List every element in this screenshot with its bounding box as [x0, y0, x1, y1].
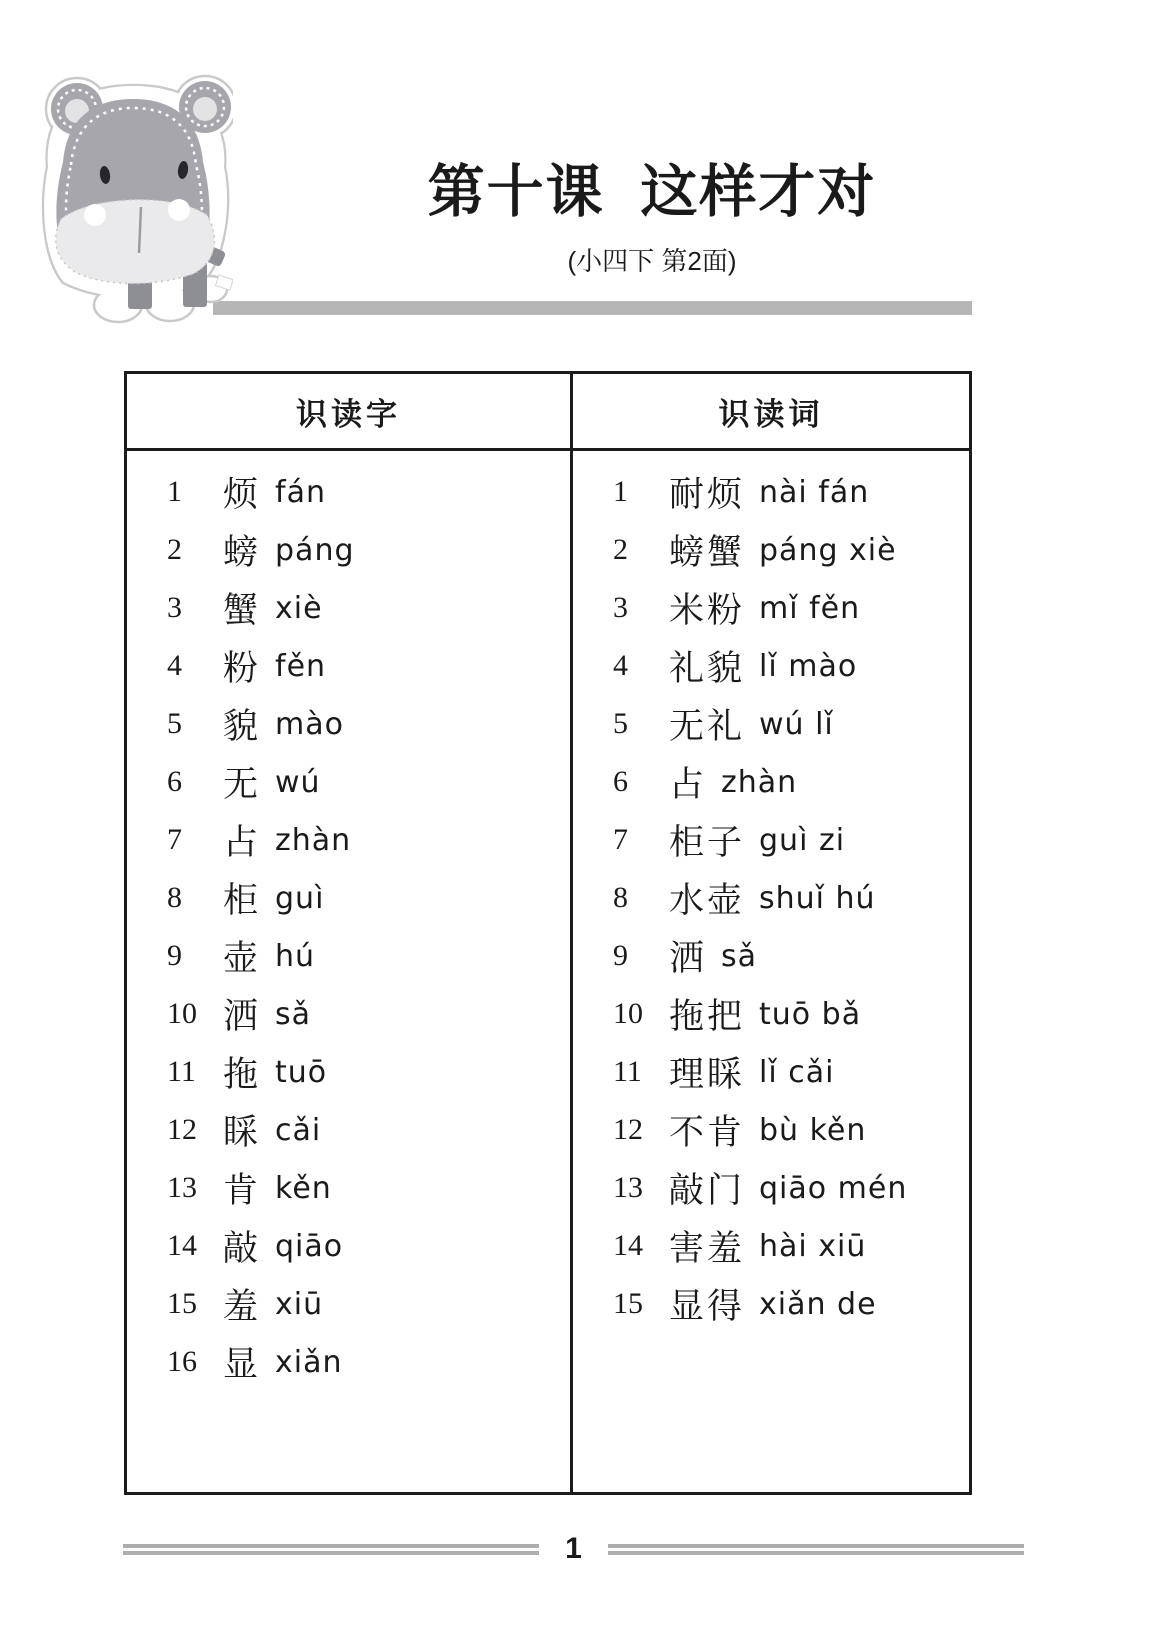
- page-footer: [123, 1532, 1024, 1566]
- table-body: [127, 451, 969, 1492]
- item-number: 8: [613, 881, 628, 914]
- item-pinyin: tuō bǎ: [759, 996, 862, 1032]
- list-item: [573, 1101, 969, 1159]
- item-hanzi: 无礼: [669, 707, 746, 746]
- item-number: 15: [167, 1287, 197, 1320]
- list-item: [127, 1333, 570, 1391]
- footer-rule-right: [608, 1544, 1024, 1555]
- list-item: [127, 1217, 570, 1275]
- item-pinyin: xiū: [275, 1286, 324, 1322]
- item-number: 5: [613, 707, 628, 740]
- item-number: 11: [167, 1055, 196, 1088]
- item-number: 16: [167, 1345, 197, 1378]
- item-hanzi: 敲: [223, 1229, 262, 1268]
- item-number: 1: [613, 475, 628, 508]
- item-hanzi: 螃: [223, 533, 262, 572]
- list-item: [127, 985, 570, 1043]
- item-hanzi: 粉: [223, 649, 262, 688]
- item-pinyin: xiǎn: [275, 1344, 343, 1380]
- item-pinyin: sǎ: [275, 996, 312, 1032]
- item-hanzi: 显得: [669, 1287, 746, 1326]
- item-number: 1: [167, 475, 182, 508]
- item-hanzi: 占: [669, 765, 708, 804]
- item-hanzi: 拖: [223, 1055, 262, 1094]
- item-pinyin: qiāo mén: [759, 1170, 908, 1206]
- item-hanzi: 害羞: [669, 1229, 746, 1268]
- item-number: 3: [167, 591, 182, 624]
- lesson-title: 第十课 这样才对: [427, 160, 877, 224]
- item-hanzi: 占: [223, 823, 262, 862]
- list-item: [127, 753, 570, 811]
- list-item: [127, 1275, 570, 1333]
- item-pinyin: mǐ fěn: [759, 590, 861, 626]
- item-number: 12: [167, 1113, 197, 1146]
- item-pinyin: hú: [275, 938, 316, 974]
- list-item: [127, 1043, 570, 1101]
- list-item: [127, 1159, 570, 1217]
- list-item: [573, 695, 969, 753]
- list-item: [127, 521, 570, 579]
- item-number: 3: [613, 591, 628, 624]
- list-item: [127, 637, 570, 695]
- list-item: [127, 695, 570, 753]
- page-number: 1: [565, 1532, 582, 1565]
- item-pinyin: kěn: [275, 1170, 332, 1206]
- item-number: 2: [167, 533, 182, 566]
- item-hanzi: 无: [223, 765, 262, 804]
- item-number: 10: [167, 997, 197, 1030]
- item-pinyin: zhàn: [721, 764, 798, 800]
- item-pinyin: guì zi: [759, 822, 846, 858]
- list-item: [573, 985, 969, 1043]
- column-header-characters: 识读字: [127, 374, 573, 448]
- item-pinyin: guì: [275, 880, 325, 916]
- list-item: [573, 1217, 969, 1275]
- item-pinyin: wú: [275, 764, 321, 800]
- item-pinyin: páng xiè: [759, 532, 897, 568]
- item-number: 6: [167, 765, 182, 798]
- item-number: 5: [167, 707, 182, 740]
- item-hanzi: 羞: [223, 1287, 262, 1326]
- item-number: 14: [613, 1229, 643, 1262]
- mascot-muzzle: [56, 200, 215, 284]
- item-pinyin: cǎi: [275, 1112, 322, 1148]
- list-item: [127, 1101, 570, 1159]
- list-item: [127, 463, 570, 521]
- item-pinyin: mào: [275, 706, 344, 742]
- item-hanzi: 拖把: [669, 997, 746, 1036]
- item-hanzi: 洒: [223, 997, 262, 1036]
- item-number: 15: [613, 1287, 643, 1320]
- item-number: 10: [613, 997, 643, 1030]
- table-header-row: [127, 374, 969, 451]
- list-item: [127, 579, 570, 637]
- list-item: [573, 521, 969, 579]
- list-item: [573, 637, 969, 695]
- item-pinyin: qiāo: [275, 1228, 344, 1264]
- item-hanzi: 壶: [223, 939, 262, 978]
- list-item: [573, 753, 969, 811]
- item-hanzi: 显: [223, 1345, 262, 1384]
- item-pinyin: lǐ cǎi: [759, 1054, 835, 1090]
- item-number: 11: [613, 1055, 642, 1088]
- item-pinyin: shuǐ hú: [759, 880, 876, 916]
- item-hanzi: 礼貌: [669, 649, 746, 688]
- item-pinyin: xiǎn de: [759, 1286, 877, 1322]
- list-item: [573, 1043, 969, 1101]
- item-hanzi: 耐烦: [669, 475, 746, 514]
- item-hanzi: 理睬: [669, 1055, 746, 1094]
- item-hanzi: 烦: [223, 475, 262, 514]
- item-number: 4: [167, 649, 182, 682]
- item-hanzi: 敲门: [669, 1171, 746, 1210]
- item-pinyin: fěn: [275, 648, 327, 684]
- item-pinyin: zhàn: [275, 822, 352, 858]
- column-header-words: 识读词: [718, 396, 824, 432]
- item-pinyin: tuō: [275, 1054, 328, 1090]
- item-hanzi: 肯: [223, 1171, 262, 1210]
- footer-rule-left: [123, 1544, 539, 1555]
- list-item: [573, 927, 969, 985]
- words-column: [573, 451, 969, 1492]
- item-hanzi: 柜: [223, 881, 262, 920]
- list-item: [573, 1159, 969, 1217]
- item-pinyin: fán: [275, 474, 326, 510]
- item-hanzi: 貌: [223, 707, 262, 746]
- item-pinyin: páng: [275, 532, 355, 568]
- lesson-subtitle: (小四下 第2面): [567, 246, 737, 276]
- item-pinyin: sǎ: [721, 938, 758, 974]
- item-pinyin: xiè: [275, 590, 323, 626]
- hippo-mascot: [33, 56, 233, 326]
- item-number: 8: [167, 881, 182, 914]
- item-hanzi: 蟹: [223, 591, 262, 630]
- item-hanzi: 睬: [223, 1113, 262, 1152]
- item-number: 13: [167, 1171, 197, 1204]
- list-item: [573, 579, 969, 637]
- item-number: 7: [167, 823, 182, 856]
- item-pinyin: lǐ mào: [759, 648, 858, 684]
- item-hanzi: 不肯: [669, 1113, 746, 1152]
- item-pinyin: nài fán: [759, 474, 870, 510]
- item-number: 12: [613, 1113, 643, 1146]
- item-number: 4: [613, 649, 628, 682]
- item-number: 14: [167, 1229, 197, 1262]
- item-pinyin: wú lǐ: [759, 706, 834, 742]
- item-number: 9: [613, 939, 628, 972]
- list-item: [573, 1275, 969, 1333]
- item-hanzi: 水壶: [669, 881, 746, 920]
- item-number: 7: [613, 823, 628, 856]
- item-hanzi: 洒: [669, 939, 708, 978]
- list-item: [573, 869, 969, 927]
- item-number: 6: [613, 765, 628, 798]
- characters-column: [127, 451, 573, 1492]
- item-hanzi: 米粉: [669, 591, 746, 630]
- item-hanzi: 螃蟹: [669, 533, 746, 572]
- item-number: 13: [613, 1171, 643, 1204]
- list-item: [127, 927, 570, 985]
- header-rule: [213, 301, 972, 315]
- item-hanzi: 柜子: [669, 823, 746, 862]
- list-item: [127, 869, 570, 927]
- item-pinyin: hài xiū: [759, 1228, 867, 1264]
- item-number: 9: [167, 939, 182, 972]
- item-pinyin: bù kěn: [759, 1112, 867, 1148]
- list-item: [127, 811, 570, 869]
- item-number: 2: [613, 533, 628, 566]
- list-item: [573, 811, 969, 869]
- list-item: [573, 463, 969, 521]
- vocabulary-table: [124, 371, 972, 1495]
